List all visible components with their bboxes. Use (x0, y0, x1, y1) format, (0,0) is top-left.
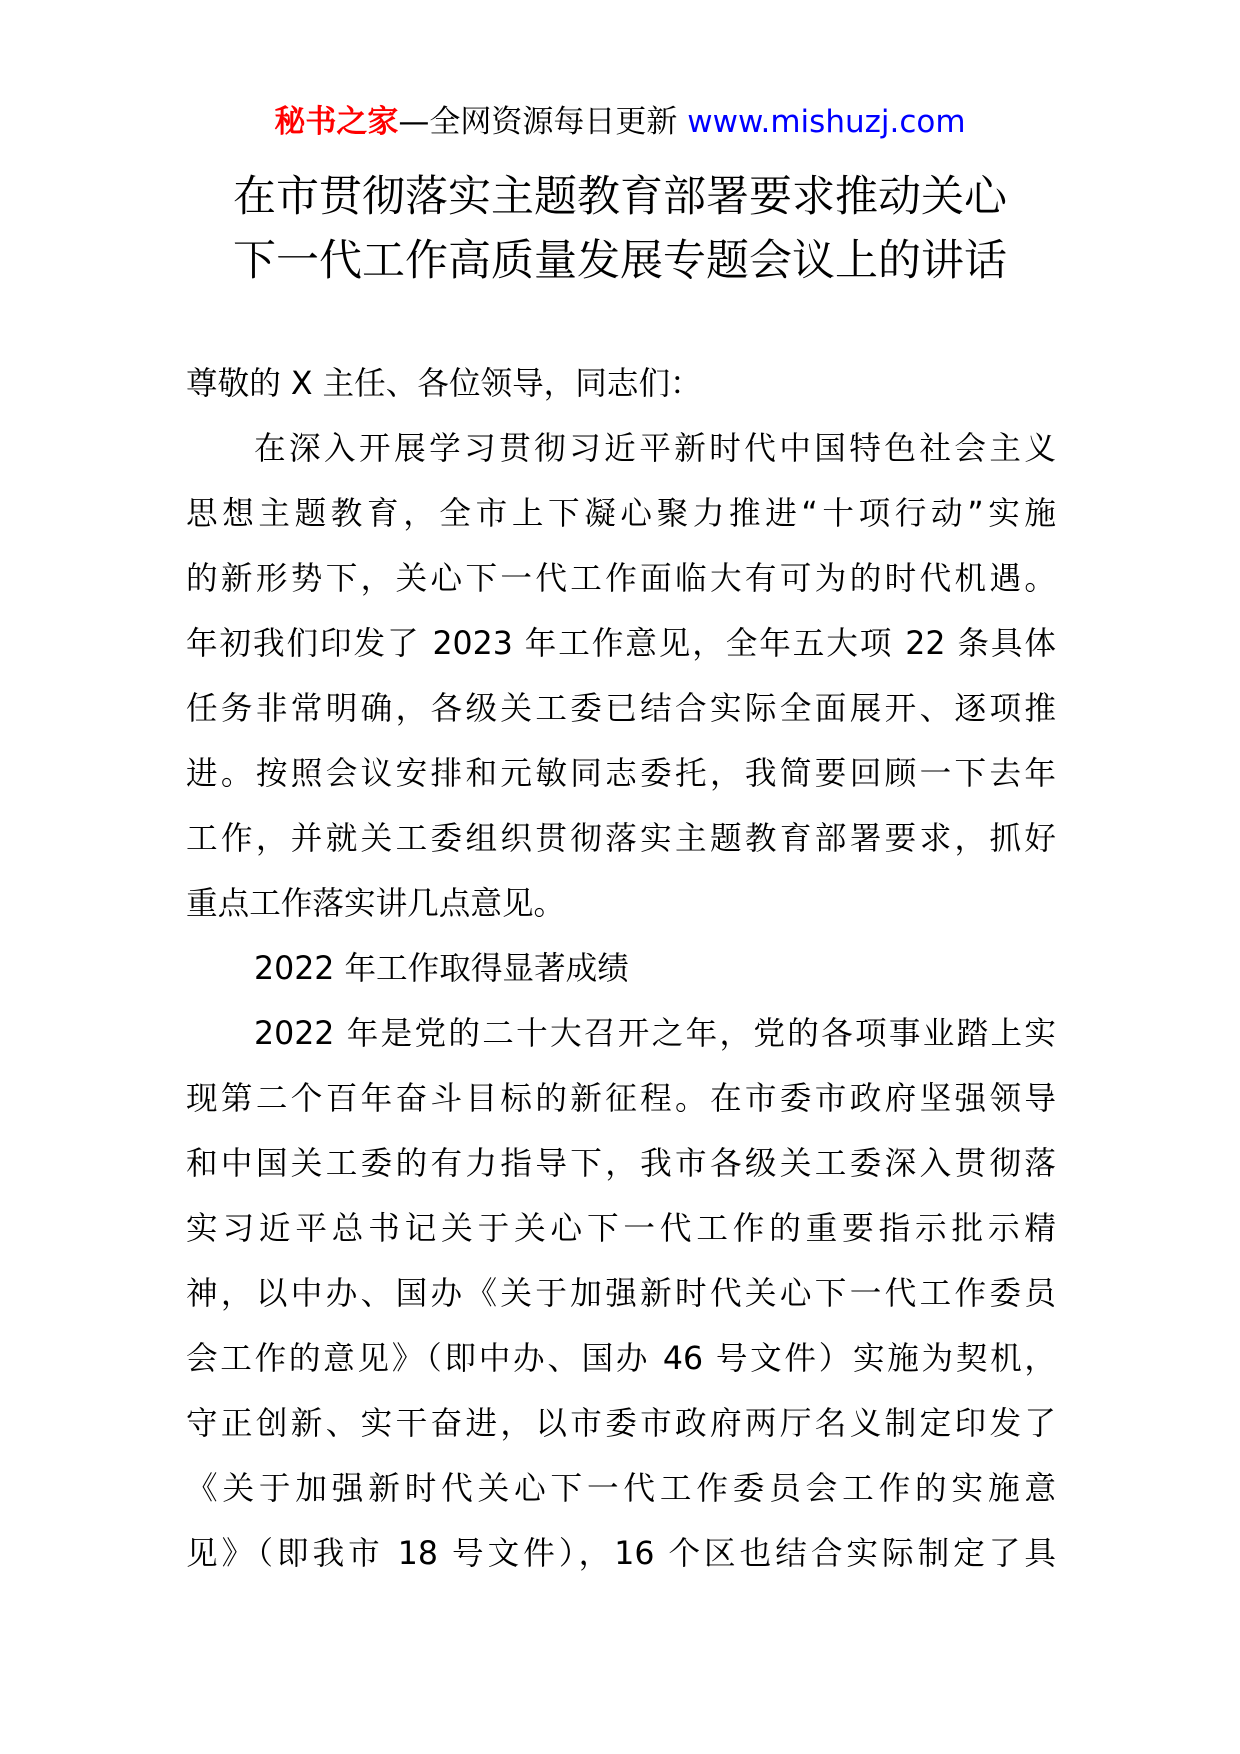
paragraph-line: 《关于加强新时代关心下一代工作委员会工作的实施意 (186, 1471, 1056, 1507)
paragraph-line: 重点工作落实讲几点意见。 (186, 886, 566, 922)
paragraph-line: 和中国关工委的有力指导下，我市各级关工委深入贯彻落 (186, 1146, 1056, 1182)
paragraph-line: 会工作的意见》（即中办、国办 46 号文件）实施为契机， (186, 1341, 1056, 1377)
paragraph-line: 2022 年是党的二十大召开之年，党的各项事业踏上实 (254, 1016, 1056, 1052)
paragraph-line: 见》（即我市 18 号文件），16 个区也结合实际制定了具 (186, 1536, 1056, 1572)
paragraph-line: 现第二个百年奋斗目标的新征程。在市委市政府坚强领导 (186, 1081, 1056, 1117)
salutation: 尊敬的 X 主任、各位领导，同志们： (186, 366, 702, 402)
paragraph-line: 守正创新、实干奋进，以市委市政府两厅名义制定印发了 (186, 1406, 1056, 1442)
paragraph-line: 工作，并就关工委组织贯彻落实主题教育部署要求，抓好 (186, 821, 1056, 857)
paragraph-line: 进。按照会议安排和元敏同志委托，我简要回顾一下去年 (186, 756, 1056, 792)
brand-name: 秘书之家 (274, 104, 399, 140)
paragraph-line: 神，以中办、国办《关于加强新时代关心下一代工作委员 (186, 1276, 1056, 1312)
section-heading: 2022 年工作取得显著成绩 (254, 951, 629, 987)
paragraph-line: 在深入开展学习贯彻习近平新时代中国特色社会主义 (254, 431, 1056, 467)
paragraph-line: 年初我们印发了 2023 年工作意见，全年五大项 22 条具体 (186, 626, 1056, 662)
site-link[interactable]: www.mishuzj.com (687, 104, 966, 140)
document-title (100, 165, 1140, 293)
title-line: 在市贯彻落实主题教育部署要求推动关心 (233, 172, 1007, 222)
document-body (186, 352, 1056, 1587)
site-header (0, 100, 1240, 144)
title-line: 下一代工作高质量发展专题会议上的讲话 (233, 236, 1007, 286)
paragraph-line: 实习近平总书记关于关心下一代工作的重要指示批示精 (186, 1211, 1056, 1247)
paragraph-line: 的新形势下，关心下一代工作面临大有可为的时代机遇。 (186, 561, 1056, 597)
paragraph-line: 任务非常明确，各级关工委已结合实际全面展开、逐项推 (186, 691, 1056, 727)
paragraph-line: 思想主题教育，全市上下凝心聚力推进“十项行动”实施 (186, 496, 1056, 532)
header-tagline: —全网资源每日更新 (398, 104, 678, 140)
